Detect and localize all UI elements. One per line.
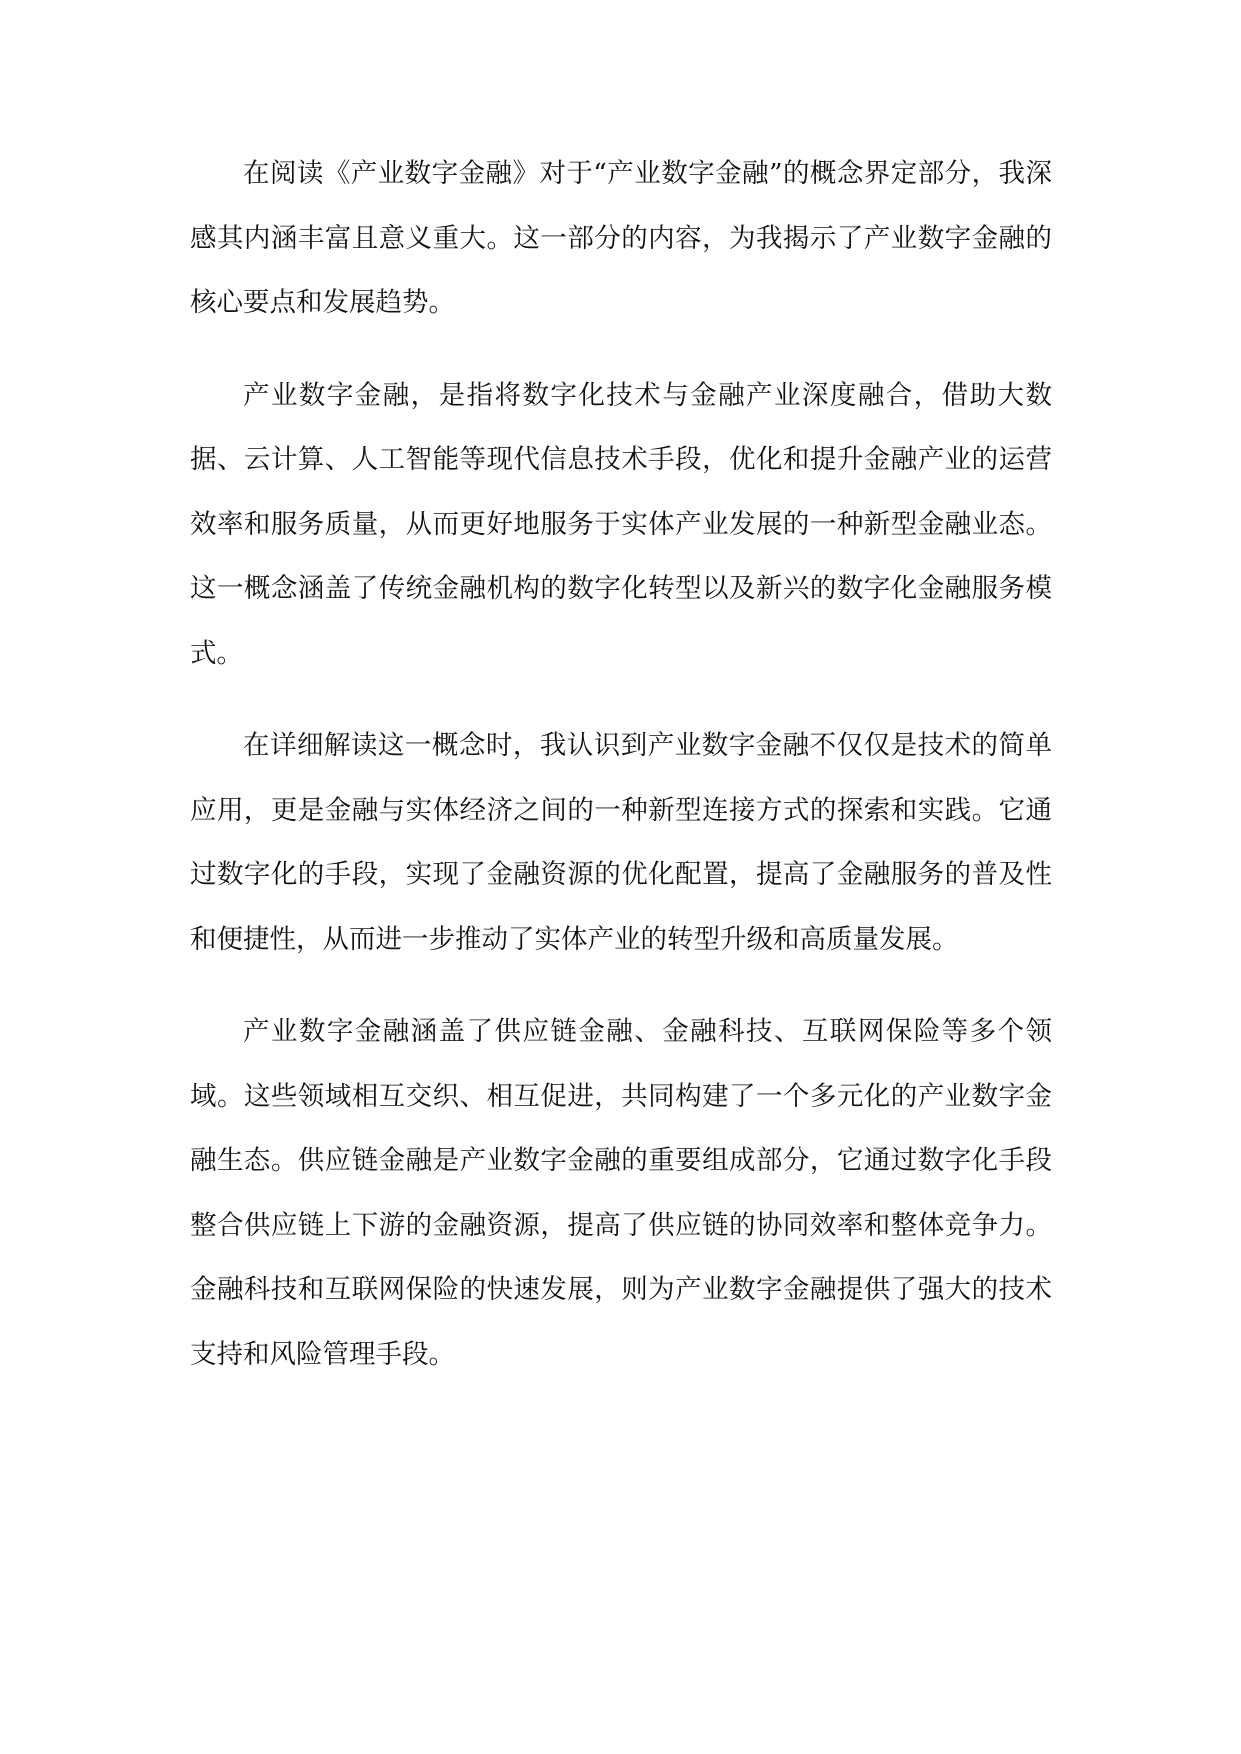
paragraph-2: 产业数字金融，是指将数字化技术与金融产业深度融合，借助大数据、云计算、人工智能等现代信息技术手段，优化和提升金融产业的运营效率和服务质量，从而更好地服务于实体产业发展的一种新型金融业态。这一概念涵盖了传统金融机构的数字化转型以及新兴的数字化金融服务模式。	[190, 379, 1052, 669]
document-body	[190, 142, 1052, 1415]
paragraph-1: 在阅读《产业数字金融》对于“产业数字金融”的概念界定部分，我深感其内涵丰富且意义重大。这一部分的内容，为我揭示了产业数字金融的核心要点和发展趋势。	[190, 158, 1052, 318]
paragraph-4: 产业数字金融涵盖了供应链金融、金融科技、互联网保险等多个领域。这些领域相互交织、相互促进，共同构建了一个多元化的产业数字金融生态。供应链金融是产业数字金融的重要组成部分，它通过数字化手段整合供应链上下游的金融资源，提高了供应链的协同效率和整体竞争力。金融科技和互联网保险的快速发展，则为产业数字金融提供了强大的技术支持和风险管理手段。	[190, 1016, 1052, 1370]
paragraph-3: 在详细解读这一概念时，我认识到产业数字金融不仅仅是技术的简单应用，更是金融与实体经济之间的一种新型连接方式的探索和实践。它通过数字化的手段，实现了金融资源的优化配置，提高了金融服务的普及性和便捷性，从而进一步推动了实体产业的转型升级和高质量发展。	[190, 730, 1052, 955]
